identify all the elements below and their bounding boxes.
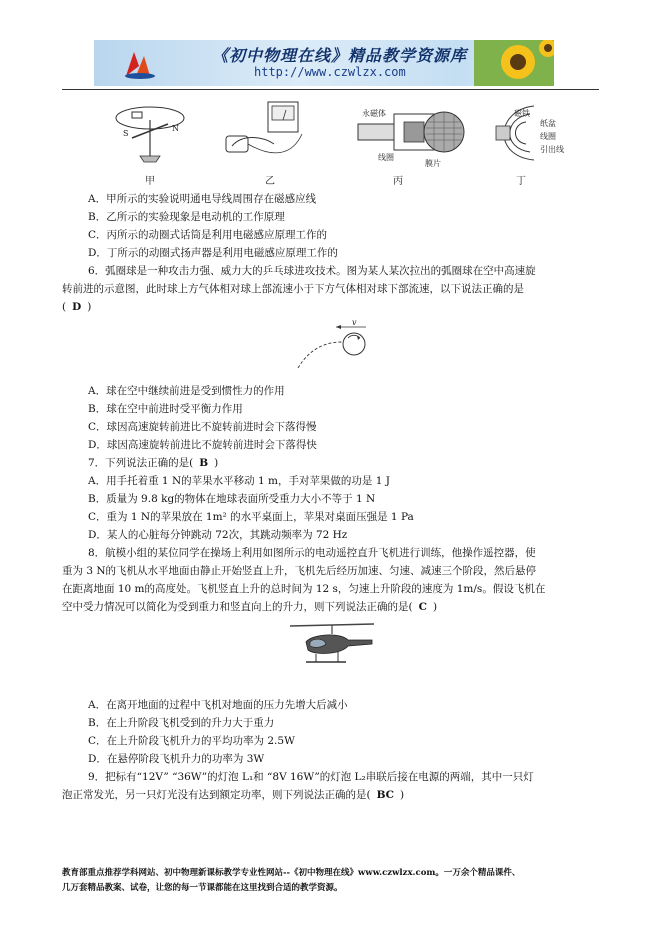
figure-label-ding: 丁 xyxy=(516,176,526,187)
bing-part-diaphragm: 膜片 xyxy=(425,159,441,168)
q6-option-a: A．球在空中继续前进是受到惯性力的作用 xyxy=(88,385,285,397)
header-rule xyxy=(62,89,599,90)
q5-option-b: B．乙所示的实验现象是电动机的工作原理 xyxy=(88,211,285,223)
figure-label-jia: 甲 xyxy=(145,176,155,187)
q8-answer: C xyxy=(418,601,427,613)
q8-stem-line4 xyxy=(62,600,437,614)
jia-mark-s: S xyxy=(123,129,129,138)
q7-stem xyxy=(88,456,218,470)
figure-label-yi: 乙 xyxy=(265,176,275,187)
q6-answer: D xyxy=(72,301,82,313)
footer-line2: 几万套精品教案、试卷，让您的每一节课都能在这里找到合适的教学资源。 xyxy=(62,883,343,893)
q5-option-d: D．丁所示的动圈式扬声器是利用电磁感应原理工作的 xyxy=(88,247,338,259)
q6-stem-line2: 转前进的示意图，此时球上方气体相对球上部流速小于下方气体相对球下部流速，以下说法正确的是 xyxy=(62,283,524,295)
q9-stem-line2 xyxy=(62,788,404,802)
q8-stem-line2: 重为 3 N的飞机从水平地面由静止开始竖直上升，飞机先后经历加速、匀速、减速三个阶段，然后悬停 xyxy=(62,565,537,577)
q6-answer-line xyxy=(62,300,91,314)
ding-part-magnet: 磁铁 xyxy=(514,109,530,118)
q8-option-b: B．在上升阶段飞机受到的升力大于重力 xyxy=(88,717,275,729)
bing-part-magnet: 永磁体 xyxy=(362,109,386,118)
q6-paren-close: ) xyxy=(87,301,92,313)
q6-option-d: D．球因高速旋转前进比不旋转前进时会下落得快 xyxy=(88,439,317,451)
ding-part-cone: 纸盆 xyxy=(540,119,556,128)
q6-velocity-mark: v xyxy=(352,318,357,327)
figure-label-bing: 丙 xyxy=(393,176,403,187)
q8-stem-line3: 在距离地面 10 m的高度处。飞机竖直上升的总时间为 12 s，匀速上升阶段的速度为 1m/s。假设飞机在 xyxy=(62,583,546,595)
q6-option-c: C．球因高速旋转前进比不旋转前进时会下落得慢 xyxy=(88,421,317,433)
q9-stem-line2-text: 泡正常发光，另一只灯光没有达到额定功率，则下列说法正确的是( xyxy=(62,789,371,801)
q8-option-d: D．在悬停阶段飞机升力的功率为 3W xyxy=(88,753,265,765)
q7-option-d: D．某人的心脏每分钟跳动 72次，其跳动频率为 72 Hz xyxy=(88,529,348,541)
bing-part-coil: 线圈 xyxy=(378,153,394,162)
q7-option-c: C．重为 1 N的苹果放在 1m² 的水平桌面上，苹果对桌面压强是 1 Pa xyxy=(88,511,414,523)
q6-stem-line1: 6．弧圈球是一种攻击力强、威力大的乒乓球进攻技术。图为某人某次拉出的弧圈球在空中高速旋 xyxy=(88,265,536,277)
q7-paren-close: ) xyxy=(214,457,219,469)
jia-mark-n: N xyxy=(172,124,179,133)
q6-paren-open: ( xyxy=(62,301,67,313)
sunflower-icon xyxy=(474,40,554,86)
q7-answer: B xyxy=(199,457,209,469)
ding-part-lead: 引出线 xyxy=(540,145,564,154)
q8-option-a: A．在离开地面的过程中飞机对地面的压力先增大后减小 xyxy=(88,699,348,711)
q8-stem-line1: 8．航模小组的某位同学在操场上利用如图所示的电动遥控直升飞机进行训练，他操作遥控器，使 xyxy=(88,547,536,559)
q7-option-b: B．质量为 9.8 kg的物体在地球表面所受重力大小不等于 1 N xyxy=(88,493,376,505)
figure-yi xyxy=(222,96,318,166)
q8-option-c: C．在上升阶段飞机升力的平均功率为 2.5W xyxy=(88,735,295,747)
header-banner xyxy=(94,40,554,86)
q7-option-a: A．用手托着重 1 N的苹果水平移动 1 m，手对苹果做的功是 1 J xyxy=(88,475,391,487)
header-url: http://www.czwlzx.com xyxy=(254,65,406,79)
q5-option-c: C．丙所示的动圈式话筒是利用电磁感应原理工作的 xyxy=(88,229,328,241)
q9-answer: BC xyxy=(376,789,395,801)
q8-paren-close: ) xyxy=(432,601,438,613)
header-title: 《初中物理在线》精品教学资源库 xyxy=(212,46,468,65)
figure-q6-ball xyxy=(296,318,382,374)
q6-option-b: B．球在空中前进时受平衡力作用 xyxy=(88,403,243,415)
figure-q8-helicopter xyxy=(286,618,378,672)
site-logo-icon xyxy=(122,46,156,80)
footer-line1: 教育部重点推荐学科网站、初中物理新课标教学专业性网站--《初中物理在线》www.czwlzx.com。一万余个精品课件、 xyxy=(62,868,521,878)
q5-option-a: A．甲所示的实验说明通电导线周围存在磁感应线 xyxy=(88,193,317,205)
ding-part-coil: 线圈 xyxy=(540,132,556,141)
q9-paren-close: ) xyxy=(400,789,405,801)
q8-stem-line4-text: 空中受力情况可以简化为受到重力和竖直向上的升力，则下列说法正确的是( xyxy=(62,601,413,613)
q7-stem-text: 7．下列说法正确的是( xyxy=(88,457,194,469)
q9-stem-line1: 9．把标有“12V” “36W”的灯泡 L₁和 “8V 16W”的灯泡 L₂串联后接在电源的两端，其中一只灯 xyxy=(88,771,534,783)
